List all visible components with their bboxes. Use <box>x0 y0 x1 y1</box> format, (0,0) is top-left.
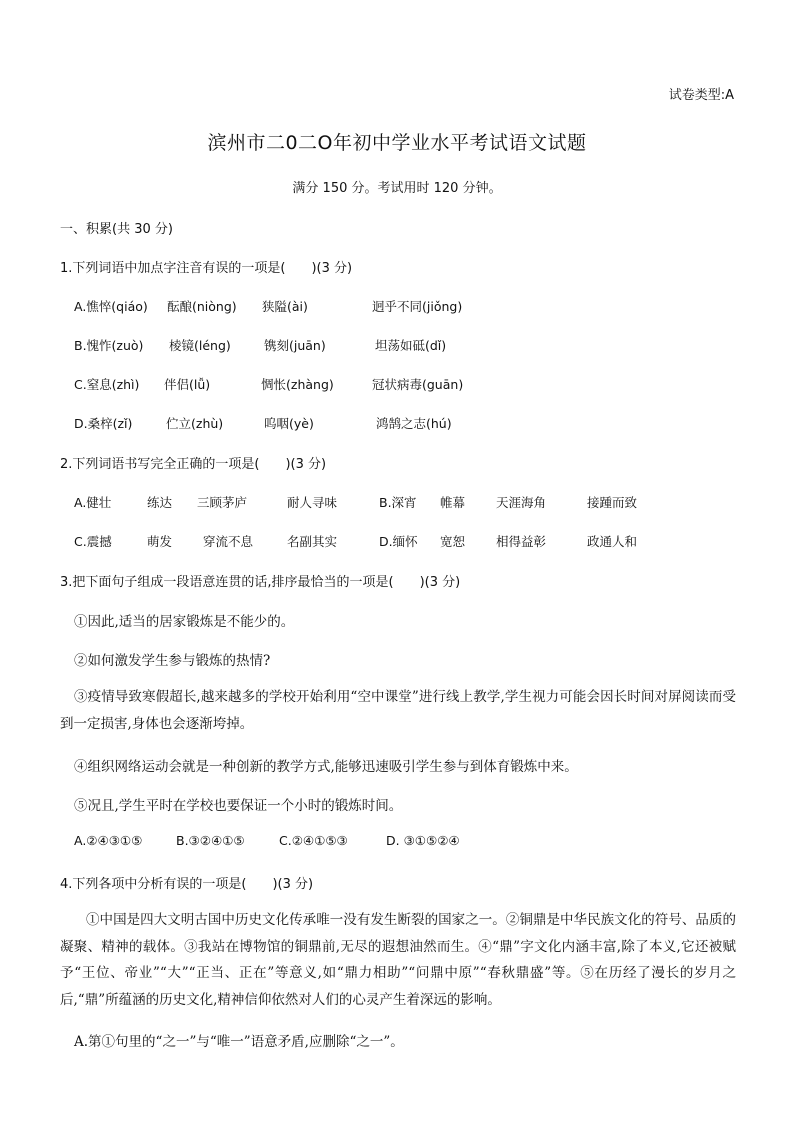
q3-sentence-4: ④组织网络运动会就是一种创新的教学方式,能够迅速吸引学生参与到体育锻炼中来。 <box>74 759 578 775</box>
q1-option-d-1: D.桑梓(zǐ) <box>74 416 133 431</box>
q2-option-b-1: B.深宵 <box>379 495 417 510</box>
q2-option-c-3: 穿流不息 <box>203 534 254 549</box>
q1-option-c-2: 伴侣(lǚ) <box>164 377 211 392</box>
q1-option-a-4: 迥乎不同(jiǒng) <box>372 299 463 314</box>
q2-option-b-4: 接踵而致 <box>587 495 638 510</box>
q3-sentence-1: ①因此,适当的居家锻炼是不能少的。 <box>74 614 295 630</box>
q4-option-a: A.第①句里的“之一”与“唯一”语意矛盾,应删除“之一”。 <box>74 1034 404 1050</box>
q3-sentence-5: ⑤况且,学生平时在学校也要保证一个小时的锻炼时间。 <box>74 798 403 814</box>
question-4-stem: 4.下列各项中分析有误的一项是( )(3 分) <box>60 877 314 892</box>
q2-option-c-4: 名副其实 <box>287 534 338 549</box>
q2-option-d-4: 政通人和 <box>587 534 638 549</box>
question-1-stem: 1.下列词语中加点字注音有误的一项是( )(3 分) <box>60 261 353 276</box>
q3-choice-a: A.②④③①⑤ <box>74 833 143 848</box>
q1-option-c-1: C.窒息(zhì) <box>74 377 140 392</box>
q2-option-b-3: 天涯海角 <box>496 495 547 510</box>
q1-option-d-4: 鸿鹄之志(hú) <box>376 416 452 431</box>
q2-option-c-2: 萌发 <box>147 534 173 549</box>
q3-sentence-2: ②如何激发学生参与锻炼的热情? <box>74 653 271 669</box>
q1-option-b-4: 坦荡如砥(dǐ) <box>375 338 447 353</box>
q1-option-a-3: 狭隘(ài) <box>262 299 308 314</box>
paper-type-label: 试卷类型:A <box>668 88 734 103</box>
q3-choice-d: D. ③①⑤②④ <box>386 833 460 848</box>
question-3-stem: 3.把下面句子组成一段语意连贯的话,排序最恰当的一项是( )(3 分) <box>60 575 461 590</box>
q2-option-b-2: 帷幕 <box>440 495 466 510</box>
q1-option-b-1: B.愧怍(zuò) <box>74 338 144 353</box>
q1-option-d-2: 伫立(zhù) <box>166 416 224 431</box>
q3-sentence-3: ③疫情导致寒假超长,越来越多的学校开始利用“空中课堂”进行线上教学,学生视力可能会因长时间对屏阅读而受到一定损害,身体也会逐渐垮掉。 <box>60 689 736 732</box>
q3-choice-b: B.③②④①⑤ <box>176 833 245 848</box>
q2-option-a-1: A.健壮 <box>74 495 112 510</box>
exam-info: 满分 150 分。考试用时 120 分钟。 <box>292 181 502 196</box>
q2-option-d-1: D.缅怀 <box>379 534 418 549</box>
section-heading: 一、积累(共 30 分) <box>60 222 173 237</box>
q1-option-c-4: 冠状病毒(guān) <box>372 377 464 392</box>
page-title: 滨州市二0二O年初中学业水平考试语文试题 <box>207 132 587 154</box>
q1-option-a-2: 酝酿(niòng) <box>167 299 237 314</box>
q1-option-c-3: 惆怅(zhàng) <box>261 377 334 392</box>
q3-choice-c: C.②④①⑤③ <box>279 833 348 848</box>
q1-option-b-3: 镌刻(juān) <box>264 338 326 353</box>
question-2-stem: 2.下列词语书写完全正确的一项是( )(3 分) <box>60 457 327 472</box>
q2-option-c-1: C.震撼 <box>74 534 112 549</box>
q4-passage: ①中国是四大文明古国中历史文化传承唯一没有发生断裂的国家之一。②铜鼎是中华民族文化的符号、品质的凝聚、精神的载体。③我站在博物馆的铜鼎前,无尽的遐想油然而生。④“鼎”字文化内涵丰富,除了本义,它还被赋予“王位、帝业”“大”“正当、正在”等意义,如“鼎力相助”“问鼎中原”“春秋鼎盛”等。⑤在历经了漫长的岁月之后,“鼎”所蕴涵的历史文化,精神信仰依然对人们的心灵产生着深远的影响。 <box>60 912 736 1008</box>
q2-option-a-4: 耐人寻味 <box>287 495 338 510</box>
q2-option-a-2: 练达 <box>147 495 173 510</box>
q2-option-a-3: 三顾茅庐 <box>197 495 248 510</box>
q1-option-d-3: 呜咽(yè) <box>264 416 314 431</box>
q1-option-a-1: A.憔悴(qiáo) <box>74 299 148 314</box>
q1-option-b-2: 棱镜(léng) <box>169 338 231 353</box>
q2-option-d-2: 宽恕 <box>440 534 466 549</box>
q2-option-d-3: 相得益彰 <box>496 534 547 549</box>
